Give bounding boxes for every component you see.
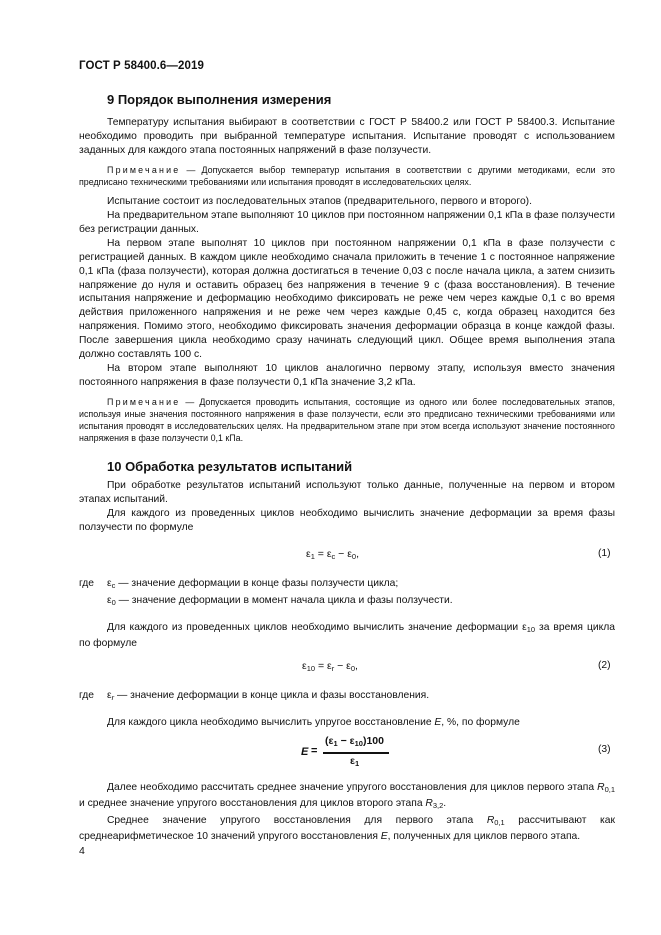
- document-code-header: ГОСТ Р 58400.6—2019: [79, 60, 204, 72]
- definition-eps-r: $\varepsilon_r$ — значение деформации в конце цикла и фазы восстановления.: [107, 690, 430, 702]
- section-9-body: [79, 116, 615, 445]
- page-number: 4: [79, 845, 85, 857]
- section-10-intro: [79, 479, 615, 535]
- section-9-note-1: [79, 164, 615, 188]
- section-10-closing: [79, 781, 615, 844]
- section-10-paragraph-6: Среднее значение упругого восстановления для первого этапа $R_{0,1}$ рассчитывают как среднеарифметическое 10 значений упругого восстановления E, полученных для циклов первого этапа.: [79, 814, 615, 842]
- section-9-paragraph-1: Температуру испытания выбирают в соответствии с ГОСТ Р 58400.2 или ГОСТ Р 58400.3. Испытание необходимо проводить при выбранной температуре испытания. Испытание проводят с использованием заданных для каждого этапа постоянных напряжений в фазе ползучести.: [79, 117, 615, 156]
- formula-3-lhs: E: [301, 746, 309, 758]
- note-label: Примечание: [107, 396, 181, 407]
- section-9-title: 9 Порядок выполнения измерения: [107, 92, 332, 107]
- section-10-paragraph-1: При обработке результатов испытаний используют только данные, полученные на первом и втором этапах испытаний.: [79, 480, 615, 505]
- note-label: Примечание: [107, 164, 181, 175]
- section-9-paragraph-2: Испытание состоит из последовательных этапов (предварительного, первого и второго).: [107, 196, 532, 208]
- definition-eps-c: $\varepsilon_c$ — значение деформации в конце фазы ползучести цикла;: [107, 578, 399, 590]
- formula-1: $\varepsilon_1 = \varepsilon_c - \varepsilon_0$,: [306, 548, 360, 561]
- section-10-paragraph-5: Далее необходимо рассчитать среднее значение упругого восстановления для циклов первого этапа $R_{0,1}$ и среднее значение упругого восстановления для циклов второго этапа $R_{3,2}$.: [79, 782, 615, 810]
- section-10-paragraph-2: Для каждого из проведенных циклов необходимо вычислить значение деформации за время фазы ползучести по формуле: [79, 507, 615, 533]
- note-text: — Допускается проводить испытания, состоящие из одного или более последовательных этапов, используя иные значения постоянного напряжения в фазе ползучести, если это предписано техническими требованиями или испытания проводят в исследовательских целях. На предварительном этапе при этом всегда используют значение постоянного напряжения в фазе ползучести 0,1 кПа.: [79, 396, 615, 444]
- definition-eps-0: $\varepsilon_0$ — значение деформации в момент начала цикла и фазы ползучести.: [107, 595, 453, 607]
- where-label-1: где: [79, 578, 95, 589]
- formula-1-number: (1): [598, 548, 611, 559]
- section-9-paragraph-3: На предварительном этапе выполняют 10 циклов при постоянном напряжении 0,1 кПа в фазе ползучести без регистрации данных.: [79, 210, 615, 235]
- section-9-paragraph-5: На втором этапе выполняют 10 циклов аналогично первому этапу, используя вместо значения постоянного напряжения в фазе ползучести 0,1 кПа значение 3,2 кПа.: [79, 363, 615, 388]
- formula-2: $\varepsilon_{10} = \varepsilon_r - \varepsilon_0$,: [302, 660, 358, 673]
- note-text: — Допускается выбор температур испытания в соответствии с другими методиками, если это предписано техническими требованиями или испытания проводят в исследовательских целях.: [79, 164, 615, 187]
- formula-3-equals: =: [311, 745, 318, 757]
- section-10-paragraph-3: Для каждого из проведенных циклов необходимо вычислить значение деформации $\varepsilon_{10}$ за время цикла по формуле: [79, 622, 615, 649]
- section-10-paragraph-3-block: [79, 621, 615, 651]
- section-10-paragraph-4-block: [79, 716, 615, 730]
- formula-3-number: (3): [598, 744, 611, 755]
- formula-2-number: (2): [598, 660, 611, 671]
- section-9-paragraph-4: На первом этапе выполнят 10 циклов при постоянном напряжении 0,1 кПа в фазе ползучести с регистрацией данных. В каждом цикле необходимо сначала приложить в течение 1 с постоянное напряжение 0,1 кПа (фаза ползучести), которая должна достигаться в течение 0,03 с после начала цикла, а затем снизить напряжение до нуля и оставить образец без напряжения в течение 9 с (фаза восстановления). В течение испытания напряжение и деформацию необходимо фиксировать не реже чем через каждые 0,1 с во время действия приложенного напряжения и не реже чем через каждые 0,45 с, когда образец находится без напряжения. Помимо этого, необходимо фиксировать значения деформации образца в конце каждой фазы. После завершения цикла необходимо сразу начинать следующий цикл. Общее время выполнения этапа должно составлять 100 с.: [79, 237, 615, 361]
- formula-3-denominator: $\varepsilon_1$: [350, 755, 360, 768]
- fraction-bar: [323, 752, 389, 754]
- formula-3: [301, 737, 413, 773]
- formula-3-numerator: $(\varepsilon_1 - \varepsilon_{10})100$: [325, 735, 384, 748]
- section-9-note-2: [79, 396, 615, 445]
- section-10-title: 10 Обработка результатов испытаний: [107, 459, 353, 474]
- where-label-2: где: [79, 690, 95, 701]
- section-10-paragraph-4: Для каждого цикла необходимо вычислить упругое восстановление E, %, по формуле: [107, 717, 520, 728]
